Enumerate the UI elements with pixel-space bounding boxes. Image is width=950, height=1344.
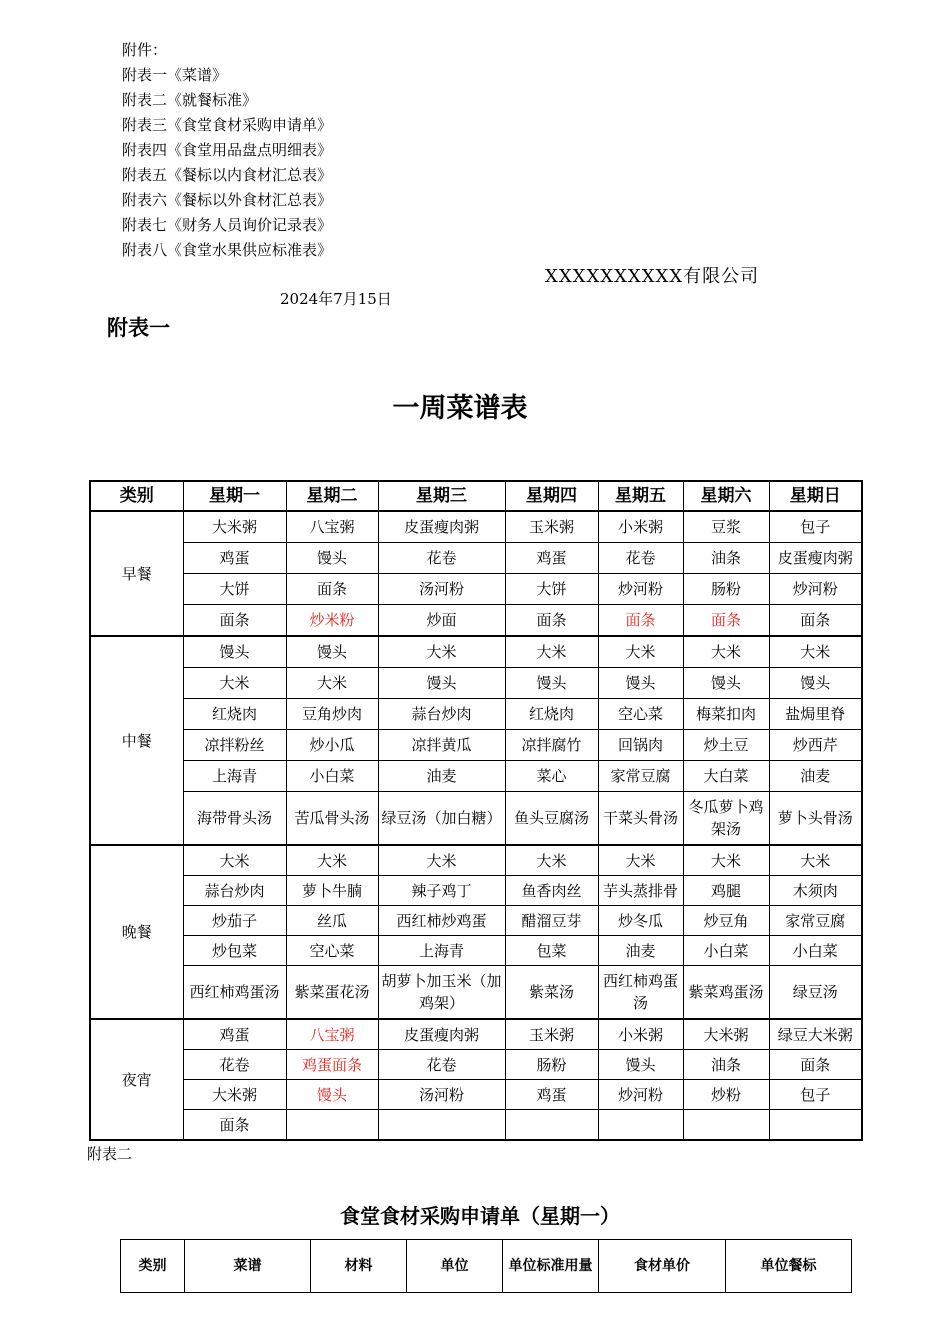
attachment-heading: 附件：: [122, 41, 168, 59]
attachment-item: 附表五《餐标以内食材汇总表》: [122, 166, 333, 184]
table-row: [90, 1019, 862, 1050]
table-row: [90, 1110, 862, 1141]
menu-cell: 大米粥: [183, 1080, 286, 1110]
menu-cell: 绿豆汤（加白糖）: [378, 792, 505, 846]
menu-cell: 炒包菜: [183, 936, 286, 966]
company-name: XXXXXXXXXX有限公司: [545, 266, 760, 287]
table-row: [90, 936, 862, 966]
menu-cell: 花卷: [598, 543, 683, 574]
header-wednesday: 星期三: [378, 481, 505, 511]
menu-cell: 小米粥: [598, 511, 683, 543]
header-standard-quantity: 单位标准用量: [503, 1240, 599, 1293]
menu-cell-highlighted: 八宝粥: [286, 1019, 378, 1050]
menu-cell: [505, 1110, 598, 1141]
menu-cell: 家常豆腐: [598, 761, 683, 792]
menu-cell: 大米: [378, 845, 505, 876]
category-breakfast: 早餐: [90, 511, 183, 636]
category-late-night: 夜宵: [90, 1019, 183, 1140]
header-friday: 星期五: [598, 481, 683, 511]
menu-cell: 大米: [683, 845, 769, 876]
menu-cell: 炒粉: [683, 1080, 769, 1110]
document-date: 2024年7月15日: [280, 290, 392, 308]
attachment-item: 附表三《食堂食材采购申请单》: [122, 116, 333, 134]
menu-cell: 鸡蛋: [183, 543, 286, 574]
appendix-2-label: 附表二: [87, 1145, 133, 1163]
menu-cell: 大米粥: [183, 511, 286, 543]
menu-cell: 面条: [769, 605, 862, 637]
menu-cell: 炒面: [378, 605, 505, 637]
header-material: 材料: [311, 1240, 407, 1293]
table-row: [90, 636, 862, 668]
menu-cell: 大饼: [505, 574, 598, 605]
appendix-1-label: 附表一: [107, 316, 170, 340]
menu-cell: 油麦: [378, 761, 505, 792]
menu-cell: 肠粉: [505, 1050, 598, 1080]
menu-cell: 皮蛋瘦肉粥: [378, 1019, 505, 1050]
menu-cell: 馒头: [683, 668, 769, 699]
menu-title: 一周菜谱表: [392, 393, 528, 424]
menu-cell: 大米: [183, 668, 286, 699]
menu-cell: 油条: [683, 543, 769, 574]
menu-cell: 鱼头豆腐汤: [505, 792, 598, 846]
table-row: [90, 668, 862, 699]
menu-cell: 皮蛋瘦肉粥: [769, 543, 862, 574]
menu-cell: 西红柿鸡蛋汤: [598, 966, 683, 1020]
menu-cell: 面条: [769, 1050, 862, 1080]
menu-cell: [769, 1110, 862, 1141]
menu-cell: 油条: [683, 1050, 769, 1080]
menu-cell: 花卷: [378, 1050, 505, 1080]
menu-cell: 盐焗里脊: [769, 699, 862, 730]
purchase-form-title: 食堂食材采购申请单（星期一）: [340, 1204, 620, 1228]
menu-cell: 小白菜: [286, 761, 378, 792]
menu-cell: 炒河粉: [769, 574, 862, 605]
menu-cell: 鱼香肉丝: [505, 876, 598, 906]
menu-cell-highlighted: 鸡蛋面条: [286, 1050, 378, 1080]
menu-cell-highlighted: 面条: [598, 605, 683, 637]
table-row: [90, 761, 862, 792]
menu-cell: 大米: [598, 845, 683, 876]
header-meal-standard: 单位餐标: [726, 1240, 852, 1293]
menu-cell: 醋溜豆芽: [505, 906, 598, 936]
menu-cell: 大米: [183, 845, 286, 876]
menu-cell: 大米: [769, 845, 862, 876]
menu-cell: 包菜: [505, 936, 598, 966]
menu-cell: 干菜头骨汤: [598, 792, 683, 846]
menu-cell-highlighted: 面条: [683, 605, 769, 637]
table-row: [90, 574, 862, 605]
menu-cell: 丝瓜: [286, 906, 378, 936]
menu-cell: 上海青: [378, 936, 505, 966]
header-monday: 星期一: [183, 481, 286, 511]
menu-cell-highlighted: 炒米粉: [286, 605, 378, 637]
table-row: [90, 699, 862, 730]
menu-cell: 炒冬瓜: [598, 906, 683, 936]
menu-cell: 萝卜头骨汤: [769, 792, 862, 846]
menu-cell: 豆浆: [683, 511, 769, 543]
attachment-list: [122, 38, 332, 263]
menu-cell: 包子: [769, 511, 862, 543]
menu-cell: 蒜台炒肉: [183, 876, 286, 906]
menu-cell: 大米: [683, 636, 769, 668]
menu-cell: 玉米粥: [505, 511, 598, 543]
menu-cell: 空心菜: [598, 699, 683, 730]
menu-cell: 炒河粉: [598, 574, 683, 605]
menu-cell: 油麦: [598, 936, 683, 966]
menu-cell: 汤河粉: [378, 1080, 505, 1110]
weekly-menu-table: [89, 480, 863, 1141]
purchase-request-table: [120, 1239, 852, 1293]
menu-cell: 馒头: [598, 1050, 683, 1080]
menu-cell: 鸡蛋: [505, 1080, 598, 1110]
menu-cell: [683, 1110, 769, 1141]
menu-cell: 紫菜蛋花汤: [286, 966, 378, 1020]
menu-cell: 芋头蒸排骨: [598, 876, 683, 906]
menu-cell: 绿豆汤: [769, 966, 862, 1020]
menu-cell: 红烧肉: [183, 699, 286, 730]
menu-cell: 馒头: [598, 668, 683, 699]
menu-cell: 紫菜鸡蛋汤: [683, 966, 769, 1020]
menu-cell: 空心菜: [286, 936, 378, 966]
table-row: [90, 876, 862, 906]
menu-cell: 蒜台炒肉: [378, 699, 505, 730]
menu-cell: 面条: [286, 574, 378, 605]
menu-cell: 皮蛋瘦肉粥: [378, 511, 505, 543]
menu-cell: 面条: [183, 1110, 286, 1141]
menu-cell: 胡萝卜加玉米（加鸡架）: [378, 966, 505, 1020]
header-category: 类别: [90, 481, 183, 511]
table-row: [90, 906, 862, 936]
menu-cell: 大饼: [183, 574, 286, 605]
menu-cell: 木须肉: [769, 876, 862, 906]
attachment-item: 附表六《餐标以外食材汇总表》: [122, 191, 333, 209]
table-row: [90, 605, 862, 637]
header-menu: 菜谱: [185, 1240, 311, 1293]
menu-cell: 大米: [505, 636, 598, 668]
menu-cell: 馒头: [286, 543, 378, 574]
menu-cell: [378, 1110, 505, 1141]
menu-cell: 冬瓜萝卜鸡架汤: [683, 792, 769, 846]
header-sunday: 星期日: [769, 481, 862, 511]
menu-cell: 馒头: [183, 636, 286, 668]
menu-cell: 大米: [378, 636, 505, 668]
menu-cell: 大米: [598, 636, 683, 668]
menu-cell: 馒头: [378, 668, 505, 699]
menu-cell: 西红柿鸡蛋汤: [183, 966, 286, 1020]
header-tuesday: 星期二: [286, 481, 378, 511]
menu-cell: 辣子鸡丁: [378, 876, 505, 906]
table-row: [90, 730, 862, 761]
menu-header-row: [90, 481, 862, 511]
menu-cell: 包子: [769, 1080, 862, 1110]
menu-cell: 红烧肉: [505, 699, 598, 730]
menu-cell: 炒土豆: [683, 730, 769, 761]
menu-cell: 凉拌黄瓜: [378, 730, 505, 761]
menu-cell: 炒小瓜: [286, 730, 378, 761]
header-category: 类别: [121, 1240, 185, 1293]
table-row: [90, 543, 862, 574]
menu-cell: 上海青: [183, 761, 286, 792]
menu-cell: 小白菜: [683, 936, 769, 966]
menu-cell: 面条: [183, 605, 286, 637]
attachment-item: 附表七《财务人员询价记录表》: [122, 216, 333, 234]
menu-cell: 绿豆大米粥: [769, 1019, 862, 1050]
menu-cell: 花卷: [183, 1050, 286, 1080]
menu-cell: 小米粥: [598, 1019, 683, 1050]
menu-cell: 炒西芹: [769, 730, 862, 761]
table-row: [90, 845, 862, 876]
menu-cell: 家常豆腐: [769, 906, 862, 936]
menu-cell: 鸡腿: [683, 876, 769, 906]
menu-cell: 回锅肉: [598, 730, 683, 761]
menu-cell: 豆角炒肉: [286, 699, 378, 730]
attachment-item: 附表八《食堂水果供应标准表》: [122, 241, 333, 259]
menu-cell: 菜心: [505, 761, 598, 792]
table-row: [90, 1050, 862, 1080]
menu-cell: [286, 1110, 378, 1141]
menu-cell: [598, 1110, 683, 1141]
table-row: [90, 1080, 862, 1110]
menu-cell: 大米: [286, 668, 378, 699]
menu-cell: 油麦: [769, 761, 862, 792]
menu-cell: 肠粉: [683, 574, 769, 605]
attachment-item: 附表二《就餐标准》: [122, 91, 258, 109]
menu-cell: 馒头: [769, 668, 862, 699]
menu-cell: 西红柿炒鸡蛋: [378, 906, 505, 936]
menu-cell: 鸡蛋: [505, 543, 598, 574]
menu-cell: 玉米粥: [505, 1019, 598, 1050]
menu-cell: 汤河粉: [378, 574, 505, 605]
category-dinner: 晚餐: [90, 845, 183, 1019]
attachment-item: 附表四《食堂用品盘点明细表》: [122, 141, 333, 159]
table-row: [90, 511, 862, 543]
menu-cell: 紫菜汤: [505, 966, 598, 1020]
menu-cell: 花卷: [378, 543, 505, 574]
header-saturday: 星期六: [683, 481, 769, 511]
header-thursday: 星期四: [505, 481, 598, 511]
menu-cell: 苦瓜骨头汤: [286, 792, 378, 846]
menu-cell: 馒头: [505, 668, 598, 699]
menu-cell: 炒茄子: [183, 906, 286, 936]
menu-cell: 炒豆角: [683, 906, 769, 936]
menu-cell: 面条: [505, 605, 598, 637]
menu-cell: 大米: [505, 845, 598, 876]
header-unit-price: 食材单价: [599, 1240, 726, 1293]
attachment-item: 附表一《菜谱》: [122, 66, 228, 84]
menu-cell: 凉拌粉丝: [183, 730, 286, 761]
menu-cell: 大米: [286, 845, 378, 876]
table-row: [90, 792, 862, 846]
menu-cell: 梅菜扣肉: [683, 699, 769, 730]
menu-cell: 小白菜: [769, 936, 862, 966]
menu-cell: 八宝粥: [286, 511, 378, 543]
category-lunch: 中餐: [90, 636, 183, 845]
menu-cell-highlighted: 馒头: [286, 1080, 378, 1110]
menu-cell: 炒河粉: [598, 1080, 683, 1110]
menu-cell: 萝卜牛腩: [286, 876, 378, 906]
menu-cell: 大米粥: [683, 1019, 769, 1050]
menu-cell: 大米: [769, 636, 862, 668]
menu-cell: 海带骨头汤: [183, 792, 286, 846]
header-unit: 单位: [407, 1240, 503, 1293]
menu-cell: 鸡蛋: [183, 1019, 286, 1050]
menu-cell: 凉拌腐竹: [505, 730, 598, 761]
menu-cell: 馒头: [286, 636, 378, 668]
table-row: [90, 966, 862, 1020]
menu-cell: 大白菜: [683, 761, 769, 792]
purchase-header-row: [121, 1240, 852, 1293]
